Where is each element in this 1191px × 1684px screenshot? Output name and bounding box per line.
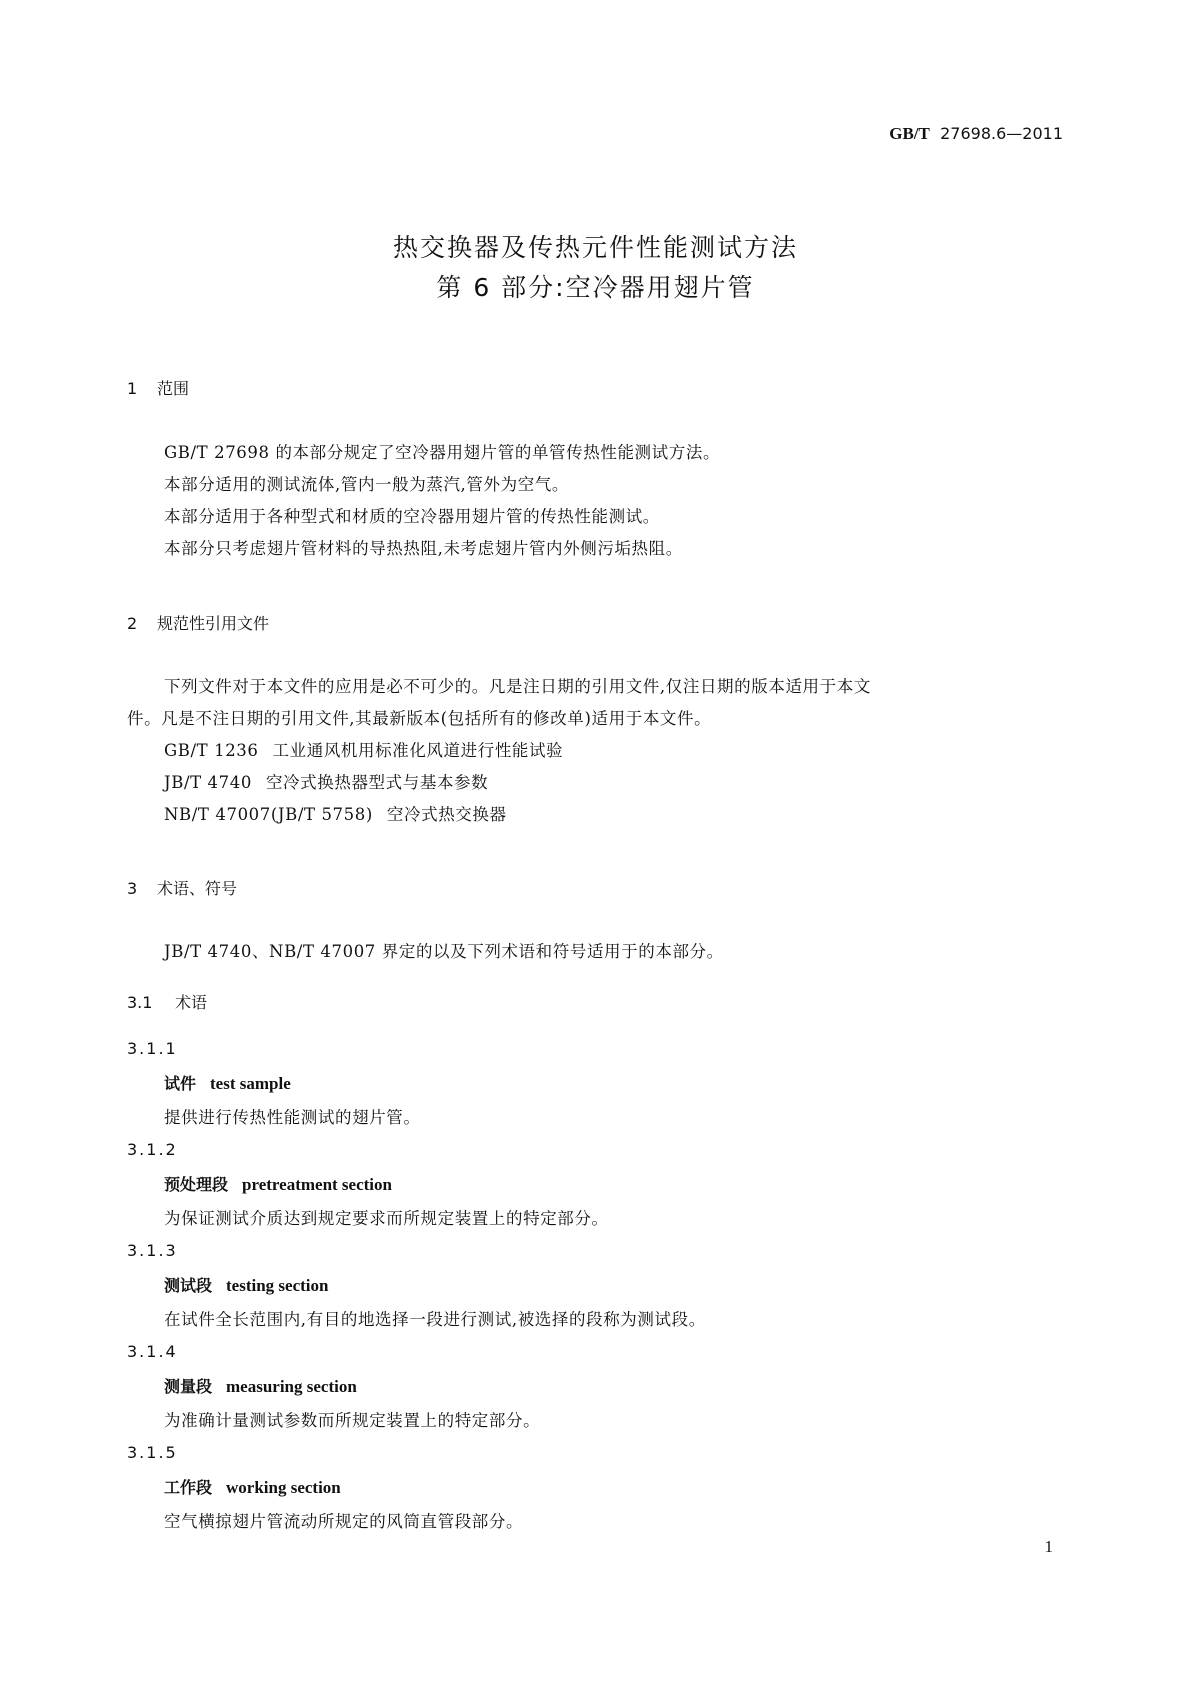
term-definition: 空气横掠翅片管流动所规定的风筒直管段部分。 — [164, 1512, 524, 1531]
term-en: pretreatment section — [242, 1175, 392, 1194]
term-heading — [164, 1475, 341, 1498]
term-definition: 为保证测试介质达到规定要求而所规定装置上的特定部分。 — [164, 1209, 609, 1228]
standard-prefix: GB/T — [889, 124, 930, 143]
term-number: 3.1.5 — [127, 1443, 178, 1462]
section-title: 规范性引用文件 — [157, 614, 270, 633]
term-definition: 为准确计量测试参数而所规定装置上的特定部分。 — [164, 1411, 541, 1430]
term-definition: 提供进行传热性能测试的翅片管。 — [164, 1108, 421, 1127]
term-heading — [164, 1273, 328, 1296]
paragraph: 本部分适用于各种型式和材质的空冷器用翅片管的传热性能测试。 — [164, 507, 660, 526]
reference-title: 空冷式换热器型式与基本参数 — [265, 773, 489, 792]
section-number: 3 — [127, 879, 138, 898]
reference-code: NB/T 47007(JB/T 5758) — [164, 805, 373, 824]
term-zh: 预处理段 — [164, 1175, 229, 1194]
reference-code: GB/T 1236 — [164, 741, 259, 760]
reference-title: 空冷式热交换器 — [386, 805, 507, 824]
paragraph: GB/T 27698 的本部分规定了空冷器用翅片管的单管传热性能测试方法。 — [164, 443, 721, 462]
term-zh: 试件 — [164, 1074, 197, 1093]
reference-item — [164, 737, 563, 761]
standard-code — [889, 124, 1063, 144]
paragraph: 下列文件对于本文件的应用是必不可少的。凡是注日期的引用文件,仅注日期的版本适用于本文 — [164, 677, 871, 696]
term-number: 3.1.2 — [127, 1140, 178, 1159]
term-number: 3.1.1 — [127, 1039, 178, 1058]
term-heading — [164, 1374, 357, 1397]
term-en: working section — [226, 1478, 341, 1497]
term-en: measuring section — [226, 1377, 357, 1396]
section-3-1-heading — [127, 990, 207, 1013]
reference-code: JB/T 4740 — [164, 773, 252, 792]
page-number: 1 — [1044, 1537, 1053, 1556]
section-1-heading — [127, 376, 189, 399]
term-zh: 测试段 — [164, 1276, 213, 1295]
section-3-heading — [127, 876, 237, 899]
section-title: 术语 — [175, 993, 208, 1012]
term-zh: 测量段 — [164, 1377, 213, 1396]
term-en: test sample — [210, 1074, 291, 1093]
document-title-line1: 热交换器及传热元件性能测试方法 — [392, 233, 798, 262]
section-number: 2 — [127, 614, 138, 633]
reference-item — [164, 801, 507, 825]
paragraph: 本部分只考虑翅片管材料的导热热阻,未考虑翅片管内外侧污垢热阻。 — [164, 539, 683, 558]
term-heading — [164, 1071, 291, 1094]
paragraph: JB/T 4740、NB/T 47007 界定的以及下列术语和符号适用于的本部分。 — [164, 942, 724, 961]
standard-number: 27698.6—2011 — [940, 124, 1063, 143]
term-en: testing section — [226, 1276, 329, 1295]
section-title: 术语、符号 — [157, 879, 238, 898]
term-zh: 工作段 — [164, 1478, 213, 1497]
paragraph: 件。凡是不注日期的引用文件,其最新版本(包括所有的修改单)适用于本文件。 — [127, 709, 712, 728]
term-number: 3.1.3 — [127, 1241, 178, 1260]
document-title-line2: 第 6 部分:空冷器用翅片管 — [436, 273, 755, 302]
section-number: 1 — [127, 379, 138, 398]
reference-title: 工业通风机用标准化风道进行性能试验 — [272, 741, 564, 760]
section-2-heading — [127, 611, 269, 634]
term-number: 3.1.4 — [127, 1342, 178, 1361]
paragraph: 本部分适用的测试流体,管内一般为蒸汽,管外为空气。 — [164, 475, 569, 494]
section-number: 3.1 — [127, 993, 153, 1012]
reference-item — [164, 769, 488, 793]
term-heading — [164, 1172, 392, 1195]
term-definition: 在试件全长范围内,有目的地选择一段进行测试,被选择的段称为测试段。 — [164, 1310, 706, 1329]
section-title: 范围 — [157, 379, 190, 398]
